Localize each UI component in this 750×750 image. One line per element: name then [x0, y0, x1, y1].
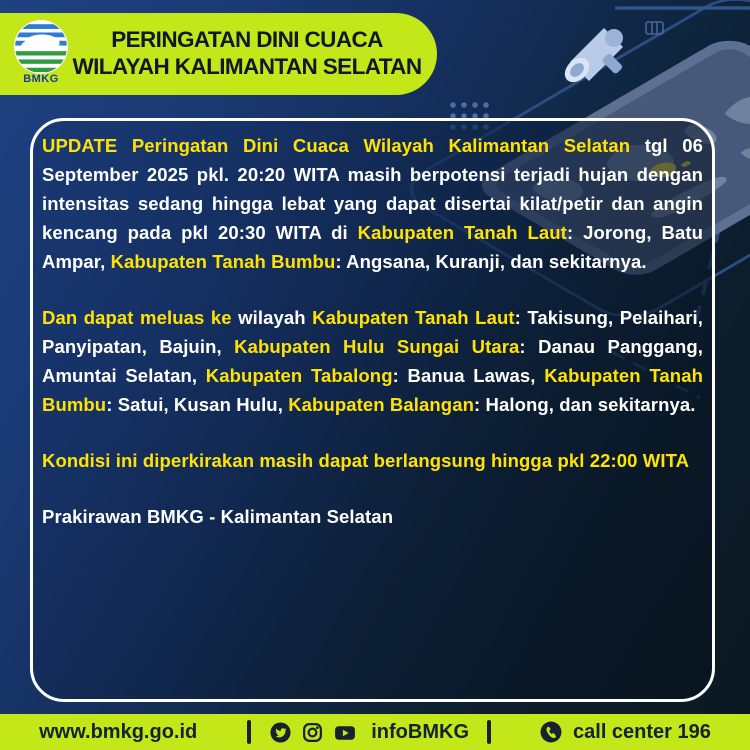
bmkg-logo-icon: [13, 19, 69, 75]
text-segment: Kabupaten Tanah Laut: [312, 307, 515, 328]
header-banner: [0, 13, 437, 95]
warning-panel: [30, 118, 715, 702]
text-segment: Kondisi ini diperkirakan masih dapat berlangsung hingga pkl 22:00 WITA: [42, 450, 690, 471]
text-segment: Kabupaten Balangan: [288, 394, 475, 415]
text-segment: Kabupaten Tanah Bumbu: [42, 365, 703, 415]
call-center-label: call center 196: [573, 720, 711, 743]
text-segment: tgl 06 September 2025 pkl. 20:20 WITA masih berpotensi terjadi hujan dengan intensitas sedang hingga lebat yang dapat disertai kilat/petir dan angin kencang pada pkl 20:30 WITA di: [42, 135, 703, 243]
page-title: [64, 27, 430, 80]
text-segment: : Banua Lawas,: [392, 365, 545, 386]
footer-bar: [0, 714, 750, 750]
social-handle[interactable]: infoBMKG: [371, 720, 470, 743]
footer-divider: [247, 720, 251, 744]
text-segment: Kabupaten Tabalong: [205, 365, 393, 386]
text-segment: Prakirawan BMKG - Kalimantan Selatan: [42, 506, 394, 527]
text-segment: : Angsana, Kuranji, dan sekitarnya.: [335, 251, 647, 272]
text-segment: UPDATE Peringatan Dini Cuaca Wilayah Kalimantan Selatan: [42, 135, 631, 156]
social-icons: [269, 721, 357, 744]
warning-text: [42, 131, 703, 531]
text-segment: Dan dapat meluas ke: [42, 307, 232, 328]
title-line-1: PERINGATAN DINI CUACA: [111, 27, 383, 53]
text-segment: wilayah: [231, 307, 313, 328]
warning-paragraph: [42, 303, 703, 419]
title-line-2: WILAYAH KALIMANTAN SELATAN: [72, 54, 422, 79]
text-segment: : Takisung, Pelaihari, Panyipatan, Bajuin,: [42, 307, 703, 357]
text-segment: Kabupaten Hulu Sungai Utara: [234, 336, 520, 357]
text-segment: Kabupaten Tanah Laut: [357, 222, 567, 243]
warning-paragraph: [42, 446, 703, 475]
twitter-icon[interactable]: [269, 721, 292, 744]
text-segment: : Danau Panggang, Amuntai Selatan,: [42, 336, 703, 386]
text-segment: Kabupaten Tanah Bumbu: [110, 251, 336, 272]
text-segment: : Satui, Kusan Hulu,: [106, 394, 289, 415]
website-link[interactable]: www.bmkg.go.id: [39, 720, 198, 743]
youtube-icon[interactable]: [333, 721, 357, 744]
text-segment: : Jorong, Batu Ampar,: [42, 222, 703, 272]
footer-divider: [487, 720, 491, 744]
phone-icon: [539, 720, 563, 744]
bmkg-logo: [13, 19, 69, 85]
warning-paragraph: [42, 502, 703, 531]
warning-paragraph: [42, 131, 703, 276]
megaphone-icon: [560, 28, 623, 87]
instagram-icon[interactable]: [301, 721, 324, 744]
text-segment: : Halong, dan sekitarnya.: [474, 394, 696, 415]
call-center[interactable]: [539, 720, 711, 744]
bmkg-logo-label: BMKG: [23, 73, 59, 85]
